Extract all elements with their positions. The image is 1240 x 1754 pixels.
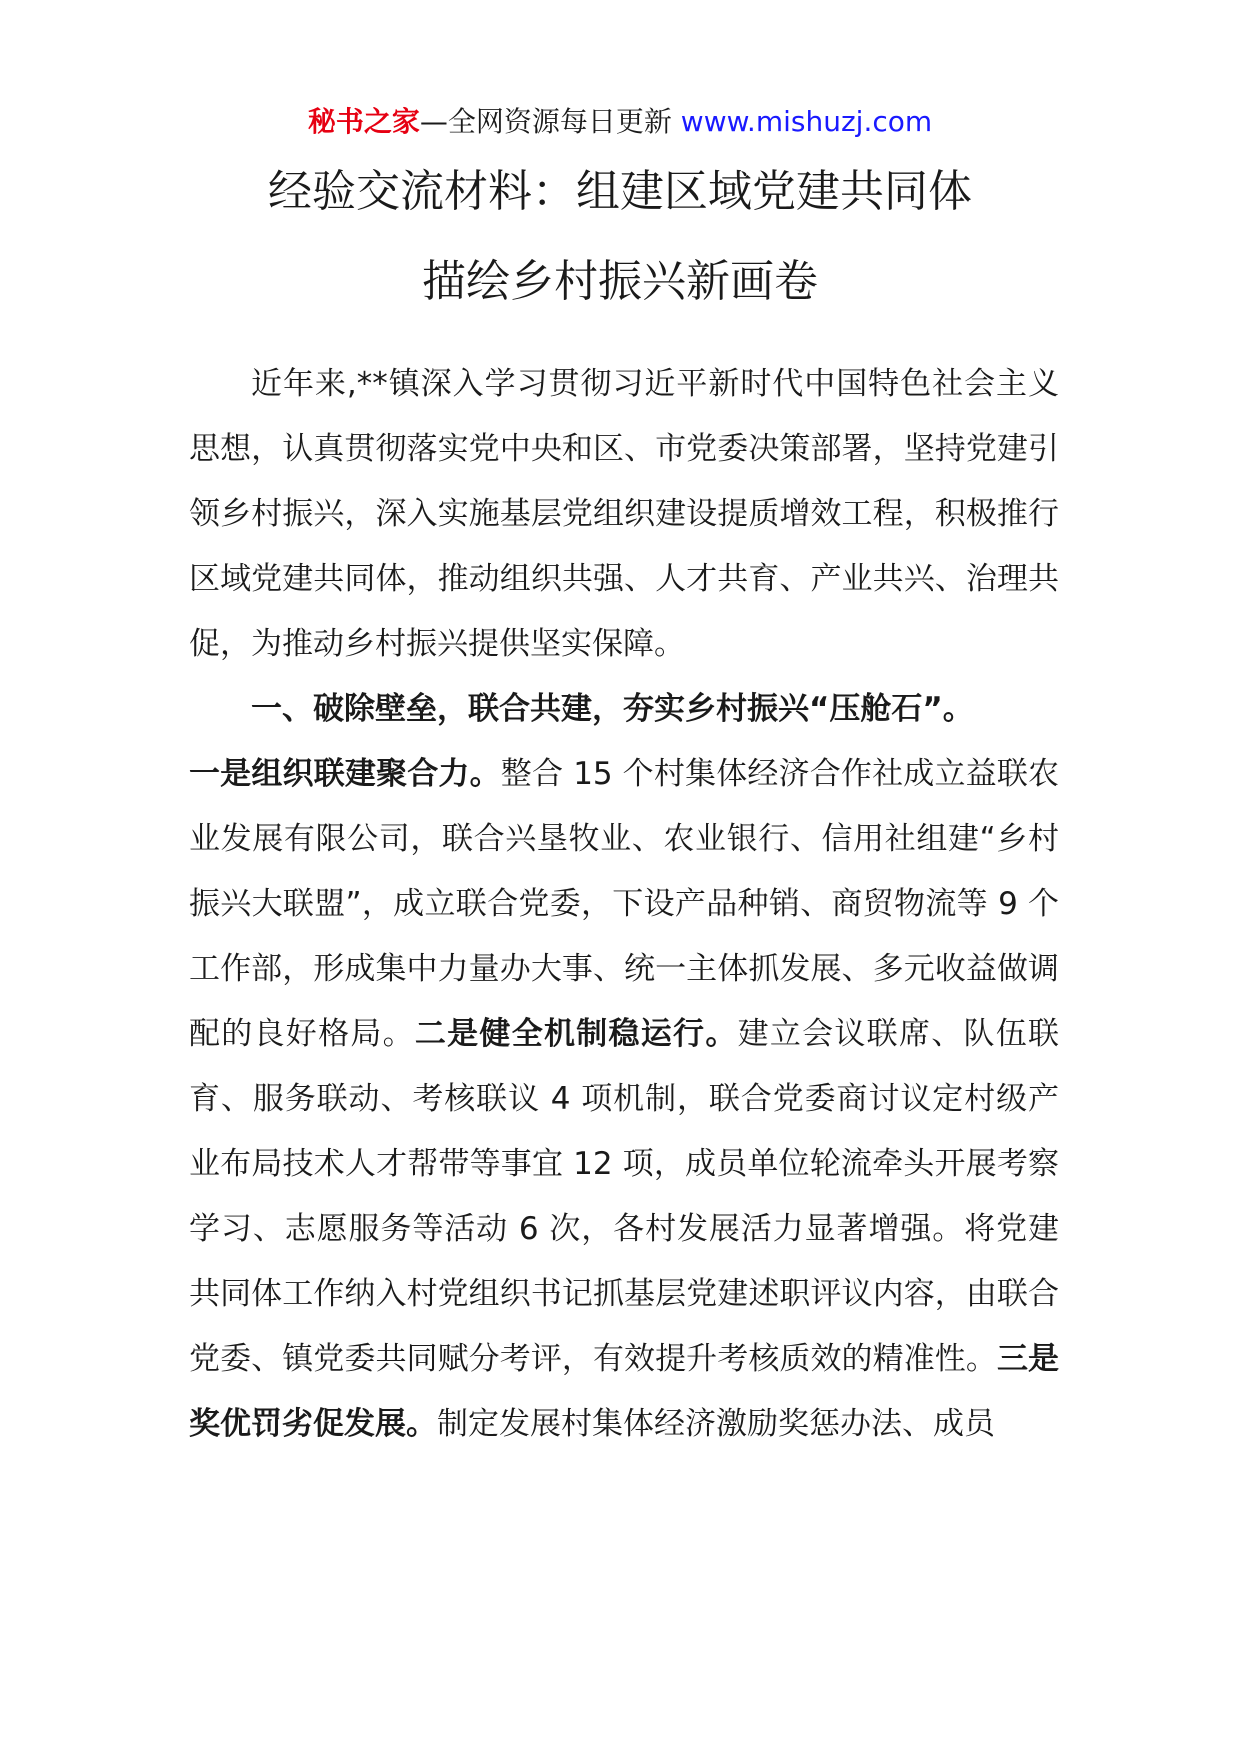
- document-title-line-1: 经验交流材料：组建区域党建共同体: [268, 166, 972, 217]
- point-2-text: 建立会议联席、队伍联育、服务联动、考核联议 4 项机制，联合党委商讨议定村级产业布局技术人才帮带等事宜 12 项，成员单位轮流牵头开展考察学习、志愿服务等活动 6 次，各村发展活力显著增强。将党建共同体工作纳入村党组织书记抓基层党建述职评议内容，由联合党委、镇党委共同赋分考评，有效提升考核质效的精准性。: [189, 1016, 1060, 1377]
- intro-paragraph: 近年来,**镇深入学习贯彻习近平新时代中国特色社会主义思想，认真贯彻落实党中央和区、市党委决策部署，坚持党建引领乡村振兴，深入实施基层党组织建设提质增效工程，积极推行区域党建共同体，推动组织共强、人才共育、产业共兴、治理共促，为推动乡村振兴提供坚实保障。: [189, 366, 1059, 662]
- brand-name: 秘书之家: [307, 105, 420, 138]
- header-tagline: —全网资源每日更新: [419, 105, 672, 138]
- document-body: [189, 352, 1059, 1457]
- point-3-text: 制定发展村集体经济激励奖惩办法、成员: [437, 1406, 995, 1442]
- point-2-lead: 二是健全机制稳运行。: [414, 1016, 738, 1052]
- point-3-lead: 三是奖优罚劣促发展。: [189, 1341, 1060, 1442]
- point-1-lead: 一是组织联建聚合力。: [189, 756, 501, 792]
- section-1-paragraph: [189, 742, 1059, 1457]
- point-1-text: 整合 15 个村集体经济合作社成立益联农业发展有限公司，联合兴垦牧业、农业银行、信用社组建“乡村振兴大联盟”，成立联合党委，下设产品种销、商贸物流等 9 个工作部，形成集中力量办大事、统一主体抓发展、多元收益做调配的良好格局。: [189, 756, 1059, 1052]
- section-1-heading: 一、破除壁垒，联合共建，夯实乡村振兴“压舱石”。: [251, 691, 974, 727]
- document-title-line-2: 描绘乡村振兴新画卷: [422, 256, 818, 307]
- site-url-link[interactable]: www.mishuzj.com: [680, 105, 933, 138]
- site-header: [0, 100, 1240, 144]
